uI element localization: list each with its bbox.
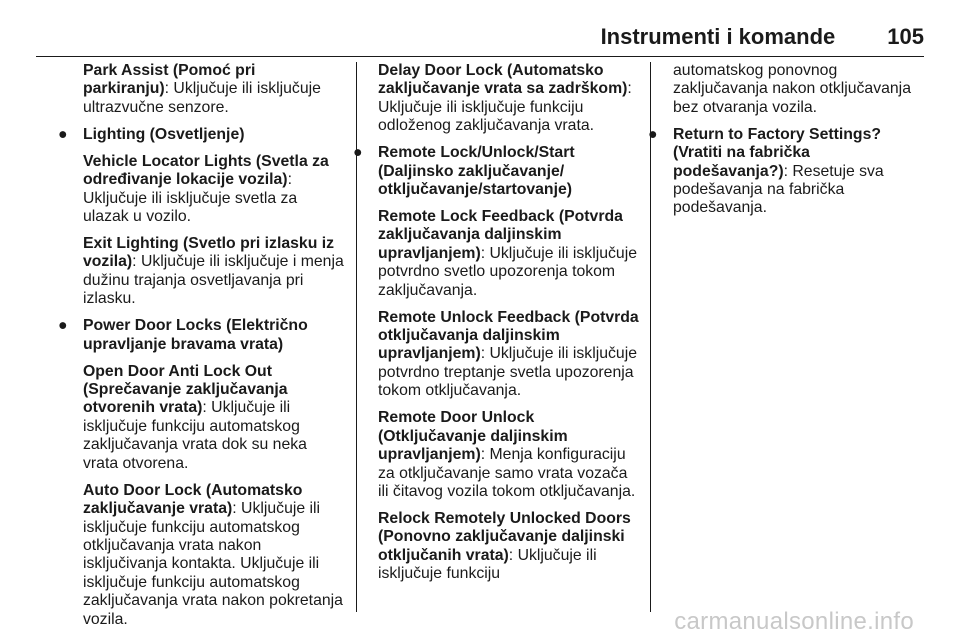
entry-relock-continued: automatskog ponovnog zaključavanja nakon otključavanja bez otvaranja vozila. xyxy=(673,62,911,116)
bullet-lighting: ● Lighting (Osvetljenje) xyxy=(58,125,245,143)
bullet-icon: ● xyxy=(58,317,68,335)
page-title: Instrumenti i komande xyxy=(600,24,836,49)
bullet-remote-lock-unlock-start: ● Remote Lock/Unlock/Start (Daljinsko zaključavanje/ otključavanje/startovanje) xyxy=(353,144,575,199)
entry-open-door-anti-lock-out: Open Door Anti Lock Out (Sprečavanje zaključavanja otvorenih vrata): Uključuje ili isključuje funkciju automatskog zaključavanja vrata dok su neka vrata otvorena. xyxy=(83,362,307,472)
page-header xyxy=(36,24,924,56)
header-rule xyxy=(36,56,924,57)
entry-delay-door-lock: Delay Door Lock (Automatsko zaključavanje vrata sa zadrškom): Uključuje ili isključuje funkciju odloženog zaključavanja vrata. xyxy=(378,62,632,135)
column-2 xyxy=(353,62,640,592)
bullet-icon: ● xyxy=(353,144,363,162)
bullet-icon: ● xyxy=(58,125,68,143)
bullet-icon: ● xyxy=(648,125,658,143)
bullet-return-to-factory-settings: ● Return to Factory Settings? (Vratiti na fabrička podešavanja?): Resetuje sva podešavanja na fabrička podešavanja. xyxy=(648,125,884,217)
entry-auto-door-lock: Auto Door Lock (Automatsko zaključavanje vrata): Uključuje ili isključuje funkciju automatskog otključavanja vrata nakon isključivanja kontakta. Uključuje ili isključuje funkciju automatskog zaključavanja vrata nakon pokretanja vozila. xyxy=(83,481,343,628)
entry-exit-lighting: Exit Lighting (Svetlo pri izlasku iz vozila): Uključuje ili isključuje i menja dužinu trajanja osvetljavanja pri izlasku. xyxy=(83,235,344,308)
column-3 xyxy=(648,62,913,226)
entry-vehicle-locator-lights: Vehicle Locator Lights (Svetla za određivanje lokacije vozila): Uključuje ili isključuje svetla za ulazak u vozilo. xyxy=(83,152,329,226)
entry-park-assist: Park Assist (Pomoć pri parkiranju): Uključuje ili isključuje ultrazvučne senzore. xyxy=(83,62,321,116)
column-divider-2 xyxy=(650,62,651,612)
watermark: carmanualsonline.info xyxy=(674,608,914,635)
entry-remote-door-unlock: Remote Door Unlock (Otključavanje daljinskim upravljanjem): Menja konfiguraciju za otključavanje samo vrata vozača ili čitavog vozila tokom otključavanja. xyxy=(378,409,636,500)
page-number: 105 xyxy=(887,24,924,49)
entry-remote-lock-feedback: Remote Lock Feedback (Potvrda zaključavanja daljinskim upravljanjem): Uključuje ili isključuje potvrdno svetlo upozorenja tokom zaključavanja. xyxy=(378,208,637,299)
column-1 xyxy=(58,62,345,638)
entry-relock-remotely-unlocked-doors: Relock Remotely Unlocked Doors (Ponovno zaključavanje daljinski otključanih vrata): Uključuje ili isključuje funkciju xyxy=(378,509,631,583)
bullet-power-door-locks: ● Power Door Locks (Električno upravljanje bravama vrata) xyxy=(58,317,308,353)
entry-remote-unlock-feedback: Remote Unlock Feedback (Potvrda otključavanja daljinskim upravljanjem): Uključuje ili isključuje potvrdno treptanje svetla upozorenja tokom otključavanja. xyxy=(378,308,639,400)
